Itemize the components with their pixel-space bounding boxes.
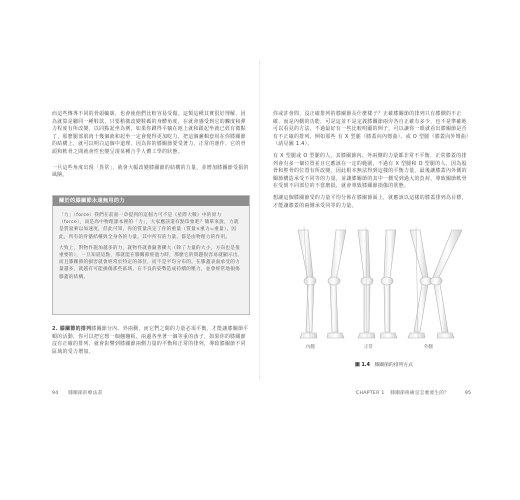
right-paragraph-3: 想讓這個膝關節受的力量平均分佈在膝關節面上，就應該以這樣的膝蓋排列為目標，才能讓膝蓋的兩側承受同等的力量。 (273, 194, 467, 209)
left-page-number: 94 (52, 391, 59, 396)
label-varus: 內翻 (306, 345, 315, 350)
figure-title: 膝關節的排列方式 (374, 363, 413, 368)
right-page-number: 95 (464, 391, 472, 396)
section-paragraph (52, 326, 249, 356)
right-paragraph-1: 你或許會問，沒正確排列的膝關節長什麼樣子？正確膝關節的排列只有膝側的不正確，而是內側的功能，可是這並不是定義膝關節兩旁各自正確有多少，也不是準確地可以看見的方法，不過最好有一些比較明顯的例子，可以讓你一眼就看出膝關節是否有不正確的排列，例如那些 有 X 型腿（膝蓋向內彎曲）、或 O 型腿（膝蓋向外彎曲）（請見圖 1.4）。 (273, 111, 469, 148)
right-body-text (273, 111, 470, 210)
section-number: 2. (52, 326, 58, 332)
left-paragraph-2: 一旦這些角度出現「異常」，就會大幅改變膝關節的結構的力量，並增加膝關節受損的風險。 (52, 164, 249, 179)
left-paragraph-1: 而這些傳導不同的骨頭輪廓，也會使他們比較容易受傷。這類這種其實很好理解，因為就算是腳同一種鞋款，只要稍微改變鞋碼的身體角度，在就會感受到它的觸度和彈力程度有所改變，以同點起坐為例，如果你蹲得平躺在地上就和跟起坐就已經有微點了，那麼腿部肌肉十幾個就和起坐一定會覺得更加吃力，把這個邏輯套用在你膝關節的結構上，就可以明白這個中道理。因為你的膝關節要受著力，正常的運作，它的骨頭和軟骨之間就會性也變呈現某種合乎人體工學的狀態。 (52, 111, 246, 155)
section-heading: 膝關節的排列 (59, 326, 92, 332)
label-valgus: 外翻 (424, 345, 433, 350)
right-footer (356, 390, 471, 396)
left-footer (52, 390, 102, 396)
sidebar-callout-box (52, 195, 250, 315)
left-body-text (52, 111, 249, 180)
section-2 (52, 326, 249, 356)
callout-paragraph-2: 大致上，對物件施加越多的力，就物件就會隨著擴大（除了力量的大小，方向也是很重要的），一旦知道這點，那就能在膝關節經過力時，那麼它的問題很容易就顯示出，而且膝關節的損害就會經常於特定的部位，而不是平均分布的。在膝蓋表面承受的力量越多，就越有可能損傷那些區域，在不良的姿勢造成持續的壓力，並會經常地損傷膝蓋的結構。 (59, 245, 243, 280)
figure-caption (355, 361, 413, 368)
callout-body (53, 206, 249, 281)
section-text: 膝關節分內、外兩側，而它們之間的力量必須平衡，才能讓膝關節平順的活動，你可以把它想一個翹翹板，兩邊各坐著一個等重的孩子，如果你的膝關節沒有正確的排列，就會影響到膝關節兩側力量的平衡和正常的排列，導致膝關節不同區域的受力增加。 (52, 326, 249, 355)
normal-legs (358, 230, 397, 338)
right-running-title: 膝關節疼痛是怎麼發生的？ (390, 391, 450, 396)
callout-paragraph-1: 「力」（force）我們在前面一章提到的這個力可不是《星際大戰》中的原力（force），而是高中物理課本裡的「力」，大家應該還有點印象吧？簡單來說，力就是質量乘以加速度，但此可知，你的質量決定了你的重量（質量×重力=重量），因此，所有的骨骼結構與全身各的力量，其中所有的力量，都是由物理力的作用。 (59, 213, 239, 240)
right-paragraph-2: 有 X 型腿或 O 型腿的人，其膝關節內、外兩側的力量都非常不平衡，正常膝蓋的排列會有多一個位置並且它應該在一定的範圍，不過有 X 型腿和 O 型腿的人，因為股骨和脛骨的位置有所改變，因此根本無法得到這樣的平衡力量，最後讓膝蓋內外側的關節構造承受不同等的力量，並讓膝關節的其中一側受到過大的負荷，導致關節軟骨在受到不同部位的不當磨損，就會導致膝關節損傷的狀態。 (273, 152, 467, 190)
label-normal: 正常 (364, 345, 373, 350)
left-running-title: 膝關節的療法書 (68, 391, 103, 396)
right-chapter-label: CHAPTER 1 (356, 391, 385, 396)
leg-alignment-figure (286, 222, 466, 347)
figure-number: 圖 1.4 (355, 363, 370, 368)
callout-title: 關於的膝關節永遠無用的力 (53, 196, 249, 206)
